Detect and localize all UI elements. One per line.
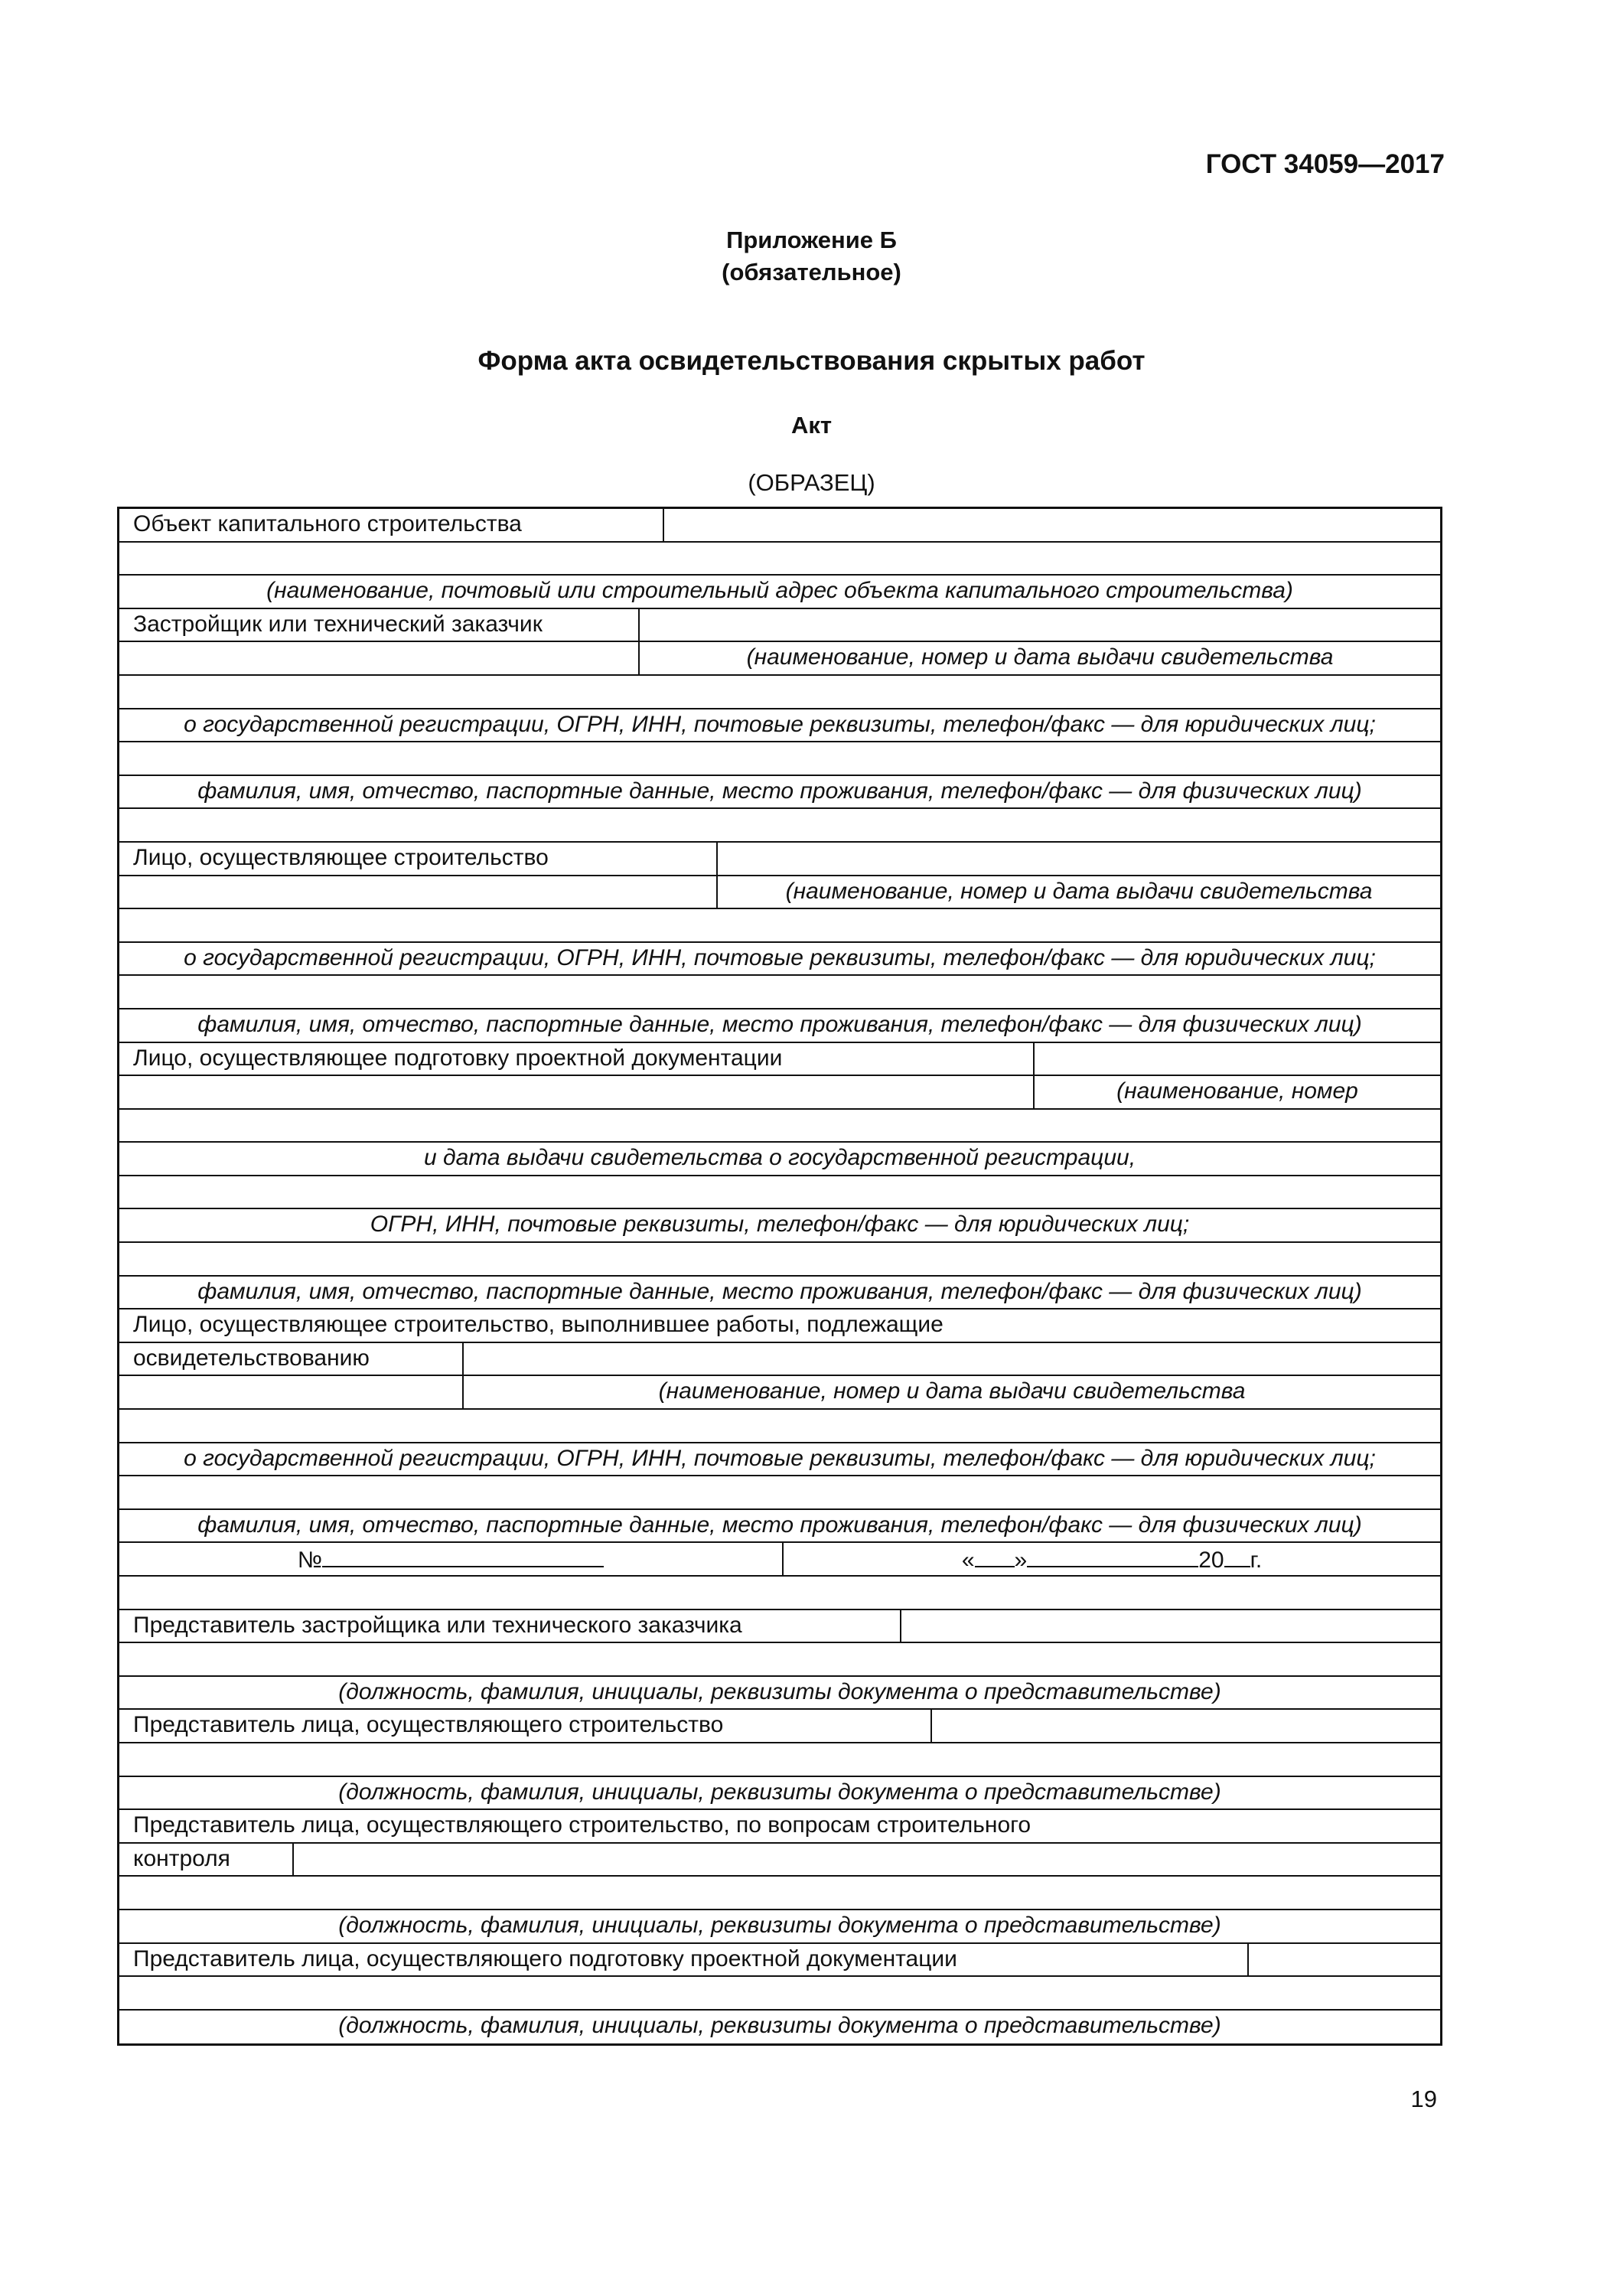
form-row-hint	[119, 576, 1440, 609]
designer-hint-cert: и дата выдачи свидетельства о государственной регистрации,	[423, 1145, 1136, 1171]
date-year-suffix: г.	[1250, 1548, 1263, 1574]
standard-header: ГОСТ 34059—2017	[1205, 149, 1445, 179]
performer-hint-name: (наименование, номер и дата выдачи свидетельства	[658, 1378, 1246, 1404]
developer-field[interactable]	[640, 609, 1440, 641]
object-field[interactable]	[664, 509, 1440, 541]
annex-title: Приложение Б	[726, 227, 897, 253]
form-row-blank[interactable]	[119, 1243, 1440, 1277]
designer-label: Лицо, осуществляющее подготовку проектной документации	[133, 1045, 783, 1071]
rep-control-field[interactable]	[294, 1844, 1440, 1876]
form-row-hint	[119, 2011, 1440, 2044]
form-row-blank[interactable]	[119, 1643, 1440, 1677]
form-row-rep-designer	[119, 1944, 1440, 1978]
form-row-designer	[119, 1043, 1440, 1077]
form-row-blank[interactable]	[119, 1176, 1440, 1210]
form-row-hint	[119, 1277, 1440, 1310]
developer-field-extra[interactable]	[119, 642, 638, 674]
builder-label: Лицо, осуществляющее строительство	[133, 844, 549, 870]
sample-label: (ОБРАЗЕЦ)	[748, 469, 875, 496]
form-row-blank[interactable]	[119, 809, 1440, 843]
performer-field-extra[interactable]	[119, 1376, 462, 1408]
act-number-field[interactable]	[119, 1543, 782, 1575]
object-label: Объект капитального строительства	[133, 511, 522, 536]
rep-control-label-cont: контроля	[133, 1845, 230, 1871]
form-row-hint	[119, 1510, 1440, 1544]
date-open-quote: «	[961, 1548, 975, 1574]
form-row-rep-control	[119, 1810, 1440, 1844]
rep-designer-hint: (должность, фамилия, инициалы, реквизиты документа о представительстве)	[338, 2012, 1221, 2038]
form-row-number-date	[119, 1543, 1440, 1577]
form-row-performer	[119, 1309, 1440, 1343]
builder-hint-legal: о государственной регистрации, ОГРН, ИНН, почтовые реквизиты, телефон/факс — для юридических лиц;	[184, 944, 1376, 970]
date-day-blank[interactable]	[975, 1543, 1015, 1567]
builder-field[interactable]	[718, 843, 1440, 875]
act-title: Акт	[790, 412, 833, 439]
designer-field-extra[interactable]	[119, 1076, 1033, 1108]
rep-builder-hint: (должность, фамилия, инициалы, реквизиты документа о представительстве)	[338, 1779, 1221, 1805]
performer-hint-legal: о государственной регистрации, ОГРН, ИНН, почтовые реквизиты, телефон/факс — для юридических лиц;	[184, 1445, 1376, 1471]
form-row-hint	[119, 1076, 1440, 1110]
rep-designer-field[interactable]	[1249, 1944, 1440, 1976]
rep-control-label: Представитель лица, осуществляющего строительство, по вопросам строительного	[133, 1812, 1031, 1838]
form-row-hint	[119, 876, 1440, 910]
form-row-hint	[119, 943, 1440, 977]
form-row-rep-developer	[119, 1610, 1440, 1644]
form-row-blank[interactable]	[119, 1410, 1440, 1443]
act-form-table	[117, 507, 1442, 2046]
form-row-blank[interactable]	[119, 909, 1440, 943]
object-hint: (наименование, почтовый или строительный адрес объекта капитального строительства)	[266, 578, 1293, 604]
form-row-hint	[119, 1777, 1440, 1811]
annex-status: (обязательное)	[722, 259, 901, 285]
builder-hint-name: (наименование, номер и дата выдачи свидетельства	[785, 878, 1373, 904]
rep-developer-hint: (должность, фамилия, инициалы, реквизиты документа о представительстве)	[338, 1678, 1221, 1704]
date-close-quote: »	[1014, 1548, 1028, 1574]
form-row-hint	[119, 1677, 1440, 1711]
form-row-hint	[119, 1209, 1440, 1243]
form-row-blank[interactable]	[119, 1877, 1440, 1910]
form-row-builder	[119, 843, 1440, 876]
date-year-prefix: 20	[1198, 1548, 1224, 1574]
form-row-rep-builder	[119, 1710, 1440, 1743]
number-sign: №	[297, 1548, 323, 1574]
act-date-field[interactable]	[784, 1543, 1440, 1575]
form-row-blank[interactable]	[119, 1743, 1440, 1777]
form-row-hint	[119, 642, 1440, 676]
annex-heading	[0, 224, 1623, 289]
form-row-hint	[119, 1910, 1440, 1944]
developer-hint-physical: фамилия, имя, отчество, паспортные данные, место проживания, телефон/факс — для физических лиц)	[197, 778, 1362, 804]
designer-field[interactable]	[1035, 1043, 1440, 1075]
form-row-hint	[119, 1143, 1440, 1176]
rep-developer-label: Представитель застройщика или технического заказчика	[133, 1612, 742, 1638]
designer-hint-physical: фамилия, имя, отчество, паспортные данные, место проживания, телефон/факс — для физических лиц)	[197, 1278, 1362, 1304]
page-number: 19	[1410, 2086, 1437, 2112]
form-row-hint	[119, 709, 1440, 743]
rep-designer-label: Представитель лица, осуществляющего подготовку проектной документации	[133, 1945, 957, 1971]
builder-field-extra[interactable]	[119, 876, 716, 908]
developer-hint-legal: о государственной регистрации, ОГРН, ИНН, почтовые реквизиты, телефон/факс — для юридических лиц;	[184, 711, 1376, 737]
form-row-hint	[119, 1009, 1440, 1043]
performer-field[interactable]	[464, 1343, 1440, 1375]
form-row-object	[119, 509, 1440, 543]
designer-hint-name: (наименование, номер	[1116, 1078, 1358, 1104]
rep-control-hint: (должность, фамилия, инициалы, реквизиты документа о представительстве)	[338, 1912, 1221, 1938]
performer-label-cont: освидетельствованию	[133, 1345, 370, 1371]
builder-hint-physical: фамилия, имя, отчество, паспортные данные, место проживания, телефон/факс — для физических лиц)	[197, 1011, 1362, 1037]
number-blank[interactable]	[322, 1543, 604, 1567]
form-row-developer	[119, 609, 1440, 643]
date-month-blank[interactable]	[1027, 1543, 1198, 1567]
date-year-blank[interactable]	[1224, 1543, 1250, 1567]
form-row-blank[interactable]	[119, 976, 1440, 1009]
rep-builder-label: Представитель лица, осуществляющего строительство	[133, 1712, 724, 1738]
rep-developer-field[interactable]	[901, 1610, 1440, 1642]
form-row-blank[interactable]	[119, 1476, 1440, 1510]
form-row-blank[interactable]	[119, 543, 1440, 576]
form-row-blank[interactable]	[119, 1110, 1440, 1143]
form-row-hint	[119, 1443, 1440, 1477]
form-row-hint	[119, 1376, 1440, 1410]
form-row-rep-control	[119, 1844, 1440, 1877]
form-row-blank[interactable]	[119, 1577, 1440, 1610]
rep-builder-field[interactable]	[932, 1710, 1440, 1742]
form-row-blank[interactable]	[119, 676, 1440, 709]
performer-label: Лицо, осуществляющее строительство, выполнившее работы, подлежащие	[133, 1312, 943, 1338]
developer-hint-name: (наименование, номер и дата выдачи свидетельства	[746, 644, 1334, 670]
form-row-performer	[119, 1343, 1440, 1377]
form-title: Форма акта освидетельствования скрытых работ	[477, 346, 1146, 376]
form-row-blank[interactable]	[119, 1977, 1440, 2011]
developer-label: Застройщик или технический заказчик	[133, 611, 543, 637]
form-row-hint	[119, 776, 1440, 810]
performer-hint-physical: фамилия, имя, отчество, паспортные данные, место проживания, телефон/факс — для физических лиц)	[197, 1512, 1362, 1538]
form-row-blank[interactable]	[119, 742, 1440, 776]
designer-hint-legal: ОГРН, ИНН, почтовые реквизиты, телефон/факс — для юридических лиц;	[370, 1212, 1190, 1238]
